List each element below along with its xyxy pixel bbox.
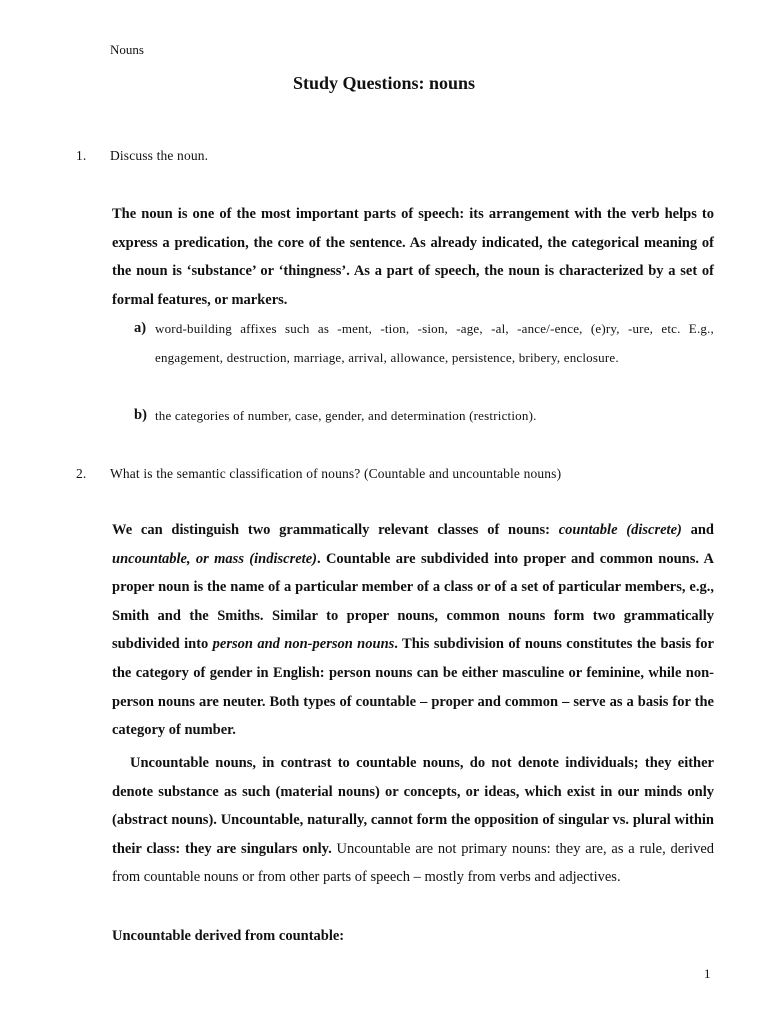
list-marker: b) <box>134 407 147 423</box>
text-run: and <box>681 522 714 538</box>
question-number: 1. <box>76 148 87 163</box>
list-item-b <box>134 401 714 430</box>
term-uncountable: uncountable, or mass (indiscrete) <box>112 550 317 567</box>
text-run: We can distinguish two grammatically relevant classes of nouns: <box>112 522 559 538</box>
answer-2-paragraph-2 <box>112 749 714 892</box>
text-run: . Countable are subdivided into proper and common nouns. A proper noun is the name of a particular member of a class or of a set of particular members, e.g., Smith and the Smiths. Similar to proper nouns, common nouns form two grammatically subdivided into <box>112 550 714 653</box>
list-marker: a) <box>134 320 147 336</box>
question-text: What is the semantic classification of nouns? (Countable and uncountable nouns) <box>110 466 562 481</box>
list-item-a <box>134 314 714 372</box>
answer-1-paragraph: The noun is one of the most important parts of speech: its arrangement with the verb helps to express a predication, the core of the sentence. As already indicated, the categorical meaning of the noun is ‘substance’ or ‘thingness’. As a part of speech, the noun is characterized by a set of formal features, or markers. <box>112 206 714 308</box>
running-header: Nouns <box>110 42 144 57</box>
text-run: . This subdivision of nouns constitutes the basis for the category of gender in English: person nouns can be either masculine or feminine, while non-person nouns are neuter. Both types of countable – proper and common – serve as a basis for the category of number. <box>112 636 714 739</box>
subheading: Uncountable derived from countable: <box>112 928 345 944</box>
page-title: Study Questions: nouns <box>292 73 476 93</box>
question-text: Discuss the noun. <box>110 148 209 163</box>
list-item-text: word-building affixes such as -ment, -tion, -sion, -age, -al, -ance/-ence, (e)ry, -ure, etc. E.g., engagement, destruction, marriage, arrival, allowance, persistence, bribery, enclosure. <box>155 321 714 365</box>
page-number: 1 <box>704 966 711 981</box>
question-number: 2. <box>76 466 87 481</box>
term-person-nouns: person and non-person nouns <box>212 636 395 653</box>
term-countable: countable (discrete) <box>558 522 682 538</box>
answer-2-paragraph-1 <box>112 516 714 745</box>
text-run: Uncountable nouns, in contrast to countable nouns, do not denote individuals; they either denote substance as such (material nouns) or concepts, or ideas, which exist in our minds only (abstract nouns). Uncountable, naturally, cannot form the opposition of singular vs. plural within their class: they are singulars only. <box>112 755 714 857</box>
list-item-text: the categories of number, case, gender, and determination (restriction). <box>155 408 537 423</box>
text-run: Uncountable are not primary nouns: they are, as a rule, derived from countable nouns or from other parts of speech – mostly from verbs and adjectives. <box>112 840 714 886</box>
